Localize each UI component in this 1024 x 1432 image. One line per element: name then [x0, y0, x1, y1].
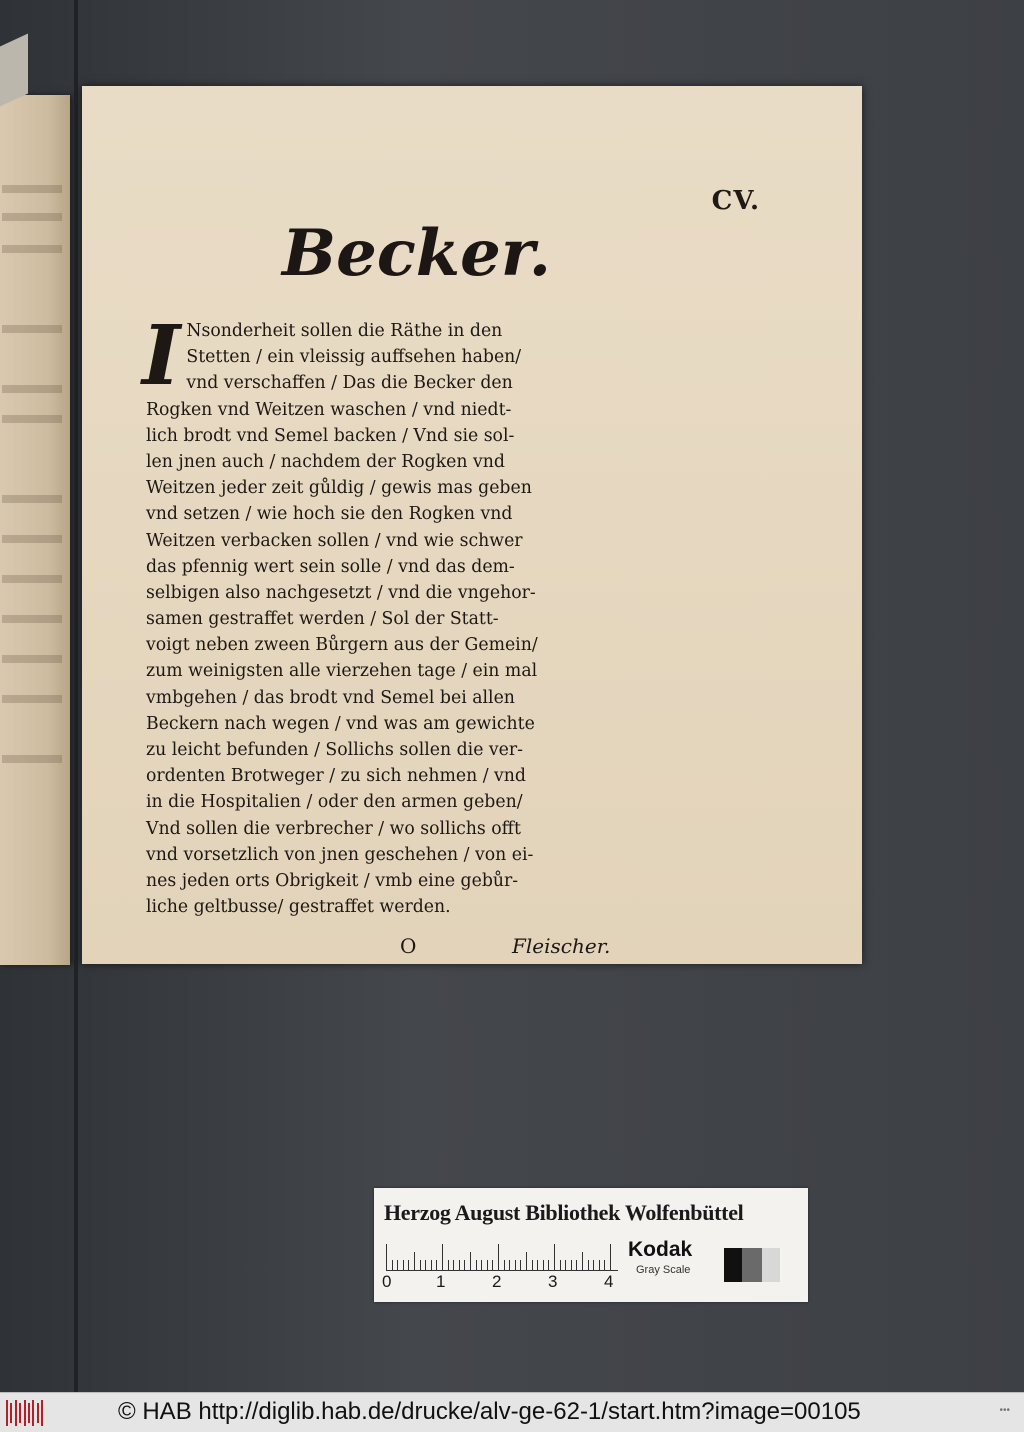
ruler-tick — [487, 1260, 488, 1270]
book-page — [82, 86, 862, 964]
signature-mark: O — [400, 934, 417, 958]
ruler-tick — [520, 1260, 521, 1270]
text-line: lich brodt vnd Semel backen / Vnd sie sol- — [146, 425, 515, 446]
ruler-number: 2 — [492, 1272, 502, 1291]
ruler-tick — [476, 1260, 477, 1270]
text-line: len jnen auch / nachdem der Rogken vnd — [146, 451, 505, 472]
ruler-tick — [610, 1244, 611, 1270]
logo-bar — [19, 1403, 21, 1423]
logo-bar — [15, 1400, 17, 1426]
text-line: vnd verschaffen / Das die Becker den — [186, 373, 513, 394]
text-line: Rogken vnd Weitzen waschen / vnd niedt- — [146, 399, 512, 420]
kodak-logo: Kodak — [628, 1238, 693, 1261]
ruler-tick — [408, 1260, 409, 1270]
ruler-tick — [582, 1252, 583, 1270]
ruler-tick — [425, 1260, 426, 1270]
ruler-tick — [420, 1260, 421, 1270]
logo-bar — [6, 1400, 8, 1426]
ruler-tick — [565, 1260, 566, 1270]
ruler-tick — [414, 1252, 415, 1270]
ruler-tick — [403, 1260, 404, 1270]
ruler-tick — [604, 1260, 605, 1270]
ruler-tick — [532, 1260, 533, 1270]
kodak-subtitle: Gray Scale — [636, 1264, 691, 1276]
ruler-number: 0 — [382, 1272, 392, 1291]
ruler-scale — [386, 1242, 618, 1271]
drop-initial: I — [142, 308, 181, 404]
text-line: vnd setzen / wie hoch sie den Rogken vnd — [146, 504, 513, 525]
ruler-number: 4 — [604, 1272, 614, 1291]
ruler-tick — [576, 1260, 577, 1270]
ruler-tick — [436, 1260, 437, 1270]
ruler-tick — [392, 1260, 393, 1270]
text-line: vmbgehen / das brodt vnd Semel bei allen — [146, 687, 515, 708]
ruler-tick — [554, 1244, 555, 1270]
ruler-tick — [442, 1244, 443, 1270]
text-line: Weitzen verbacken sollen / vnd wie schwer — [146, 530, 523, 551]
ruler-tick — [453, 1260, 454, 1270]
logo-bar — [41, 1400, 43, 1426]
text-line: vnd vorsetzlich von jnen geschehen / von ei- — [146, 844, 534, 865]
logo-bar — [37, 1403, 39, 1423]
ruler-tick — [459, 1260, 460, 1270]
text-line: in die Hospitalien / oder den armen geben/ — [146, 792, 523, 813]
hab-logo-icon — [6, 1400, 46, 1426]
text-line: Nsonderheit sollen die Räthe in den — [186, 321, 503, 341]
text-line: voigt neben zween Bůrgern aus der Gemein/ — [146, 635, 538, 656]
ruler-tick — [504, 1260, 505, 1270]
ruler-tick — [448, 1260, 449, 1270]
ruler-tick — [593, 1260, 594, 1270]
text-line: zu leicht befunden / Sollichs sollen die ver- — [146, 740, 523, 760]
text-line: zum weinigsten alle vierzehen tage / ein mal — [146, 661, 538, 682]
ruler-tick — [599, 1260, 600, 1270]
ruler-tick — [571, 1260, 572, 1270]
ruler-number: 1 — [436, 1272, 446, 1291]
ruler-number: 3 — [548, 1272, 558, 1291]
logo-bar — [28, 1403, 30, 1423]
logo-bar — [10, 1403, 12, 1423]
library-name: Herzog August Bibliothek Wolfenbüttel — [384, 1200, 744, 1225]
ruler-tick — [543, 1260, 544, 1270]
ruler-tick — [515, 1260, 516, 1270]
text-line: Stetten / ein vleissig auffsehen haben/ — [186, 347, 522, 368]
ruler-tick — [498, 1244, 499, 1270]
ruler-tick — [492, 1260, 493, 1270]
text-line: nes jeden orts Obrigkeit / vmb eine gebůr- — [146, 870, 519, 891]
ruler-tick — [464, 1260, 465, 1270]
text-line: liche geltbusse/ gestraffet werden. — [146, 897, 451, 918]
ruler-tick — [588, 1260, 589, 1270]
text-line: Weitzen jeder zeit gůldig / gewis mas geben — [146, 478, 532, 499]
ruler-tick — [537, 1260, 538, 1270]
logo-bar — [24, 1400, 26, 1426]
ruler-tick — [397, 1260, 398, 1270]
book-gutter — [74, 0, 78, 1392]
logo-bar — [32, 1400, 34, 1426]
text-line: selbigen also nachgesetzt / vnd die vngehor- — [146, 582, 536, 603]
footer-url[interactable]: © HAB http://diglib.hab.de/drucke/alv-ge-62-1/start.htm?image=00105 — [118, 1398, 861, 1425]
section-heading: Becker. — [282, 216, 551, 291]
catchword: Fleischer. — [512, 934, 611, 958]
text-line: samen gestraffet werden / Sol der Statt- — [146, 609, 499, 630]
library-scale-card — [374, 1188, 808, 1302]
ruler-tick — [560, 1260, 561, 1270]
left-page-edge — [0, 95, 70, 965]
body-text — [142, 308, 686, 920]
text-line: ordenten Brotweger / zu sich nehmen / vnd — [146, 766, 526, 787]
ruler-tick — [509, 1260, 510, 1270]
ruler-tick — [526, 1252, 527, 1270]
text-line: Beckern nach wegen / vnd was am gewichte — [146, 713, 535, 734]
ruler-tick — [481, 1260, 482, 1270]
ruler-tick — [548, 1260, 549, 1270]
ruler-tick — [470, 1252, 471, 1270]
ruler-tick — [386, 1244, 387, 1270]
footer-dots-icon: ••• — [999, 1405, 1010, 1416]
gray-scale-patches — [724, 1248, 780, 1282]
text-line: das pfennig wert sein solle / vnd das dem- — [146, 556, 515, 577]
text-line: Vnd sollen die verbrecher / wo sollichs offt — [146, 818, 521, 839]
footer-bar — [0, 1392, 1024, 1432]
folio-number: CV. — [711, 186, 760, 216]
ruler-tick — [431, 1260, 432, 1270]
